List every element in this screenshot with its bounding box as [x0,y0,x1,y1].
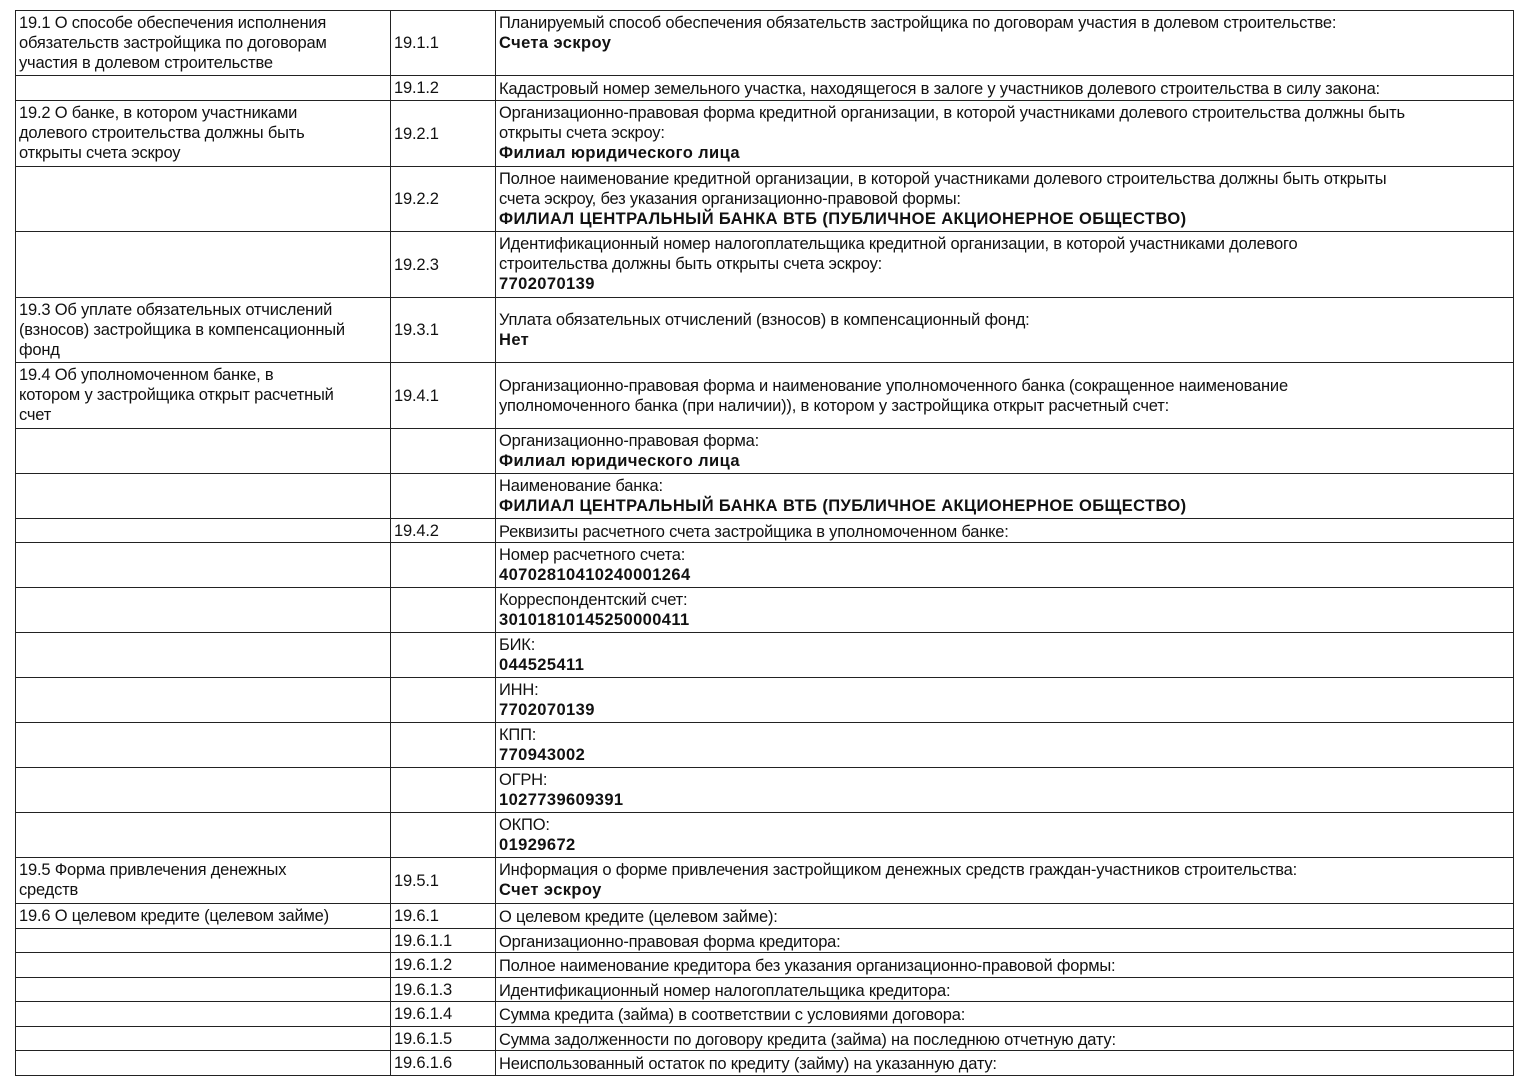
table-row [16,363,1514,429]
section-title-line: 19.2 О банке, в котором участниками [19,104,298,122]
section-cell [16,76,391,101]
section-title-line: (взносов) застройщика в компенсационный [19,321,345,339]
section-cell [16,1051,391,1076]
item-content [496,519,1514,543]
section-cell [16,1027,391,1051]
item-code: 19.6.1.6 [391,1051,496,1076]
section-cell [16,978,391,1002]
item-label: Корреспондентский счет: [499,591,688,609]
section-title-line: 19.6 О целевом кредите (целевом займе) [19,907,329,925]
section-cell [16,1002,391,1027]
table-row [16,298,1514,363]
section-cell [16,858,391,904]
section-title-line: средств [19,881,79,899]
item-code: 19.6.1.3 [391,978,496,1002]
item-label: Кадастровый номер земельного участка, находящегося в залоге у участников долевого строительства в силу закона: [499,80,1380,98]
table-row [16,768,1514,813]
item-label: О целевом кредите (целевом займе): [499,908,778,926]
table-row [16,1051,1514,1076]
item-content [496,723,1514,768]
item-code: 19.1.1 [391,11,496,76]
item-value: Счет эскроу [499,881,602,899]
section-title-line: долевого строительства должны быть [19,124,305,142]
item-label: уполномоченного банка (при наличии)), в котором у застройщика открыт расчетный счет: [499,396,1169,415]
item-content [496,978,1514,1002]
item-content [496,678,1514,723]
disclosure-table [15,10,1514,1076]
item-label: Идентификационный номер налогоплательщика кредитной организации, в которой участниками долевого [499,235,1298,253]
item-code [391,543,496,588]
item-label: Идентификационный номер налогоплательщика кредитора: [499,981,951,1000]
item-label: Организационно-правовая форма и наименование уполномоченного банка (сокращенное наименование [499,376,1288,395]
section-cell [16,929,391,953]
section-title-line: фонд [19,341,60,359]
table-row [16,519,1514,543]
item-code: 19.3.1 [391,298,496,363]
section-cell [16,723,391,768]
section-cell [16,167,391,232]
item-value: Филиал юридического лица [499,144,740,162]
item-value: Филиал юридического лица [499,452,740,470]
section-cell [16,588,391,633]
item-value: 1027739609391 [499,791,624,809]
section-title-line: счет [19,406,52,424]
section-title-line: котором у застройщика открыт расчетный [19,386,334,404]
item-label: Планируемый способ обеспечения обязательств застройщика по договорам участия в долевом строительстве: [499,14,1337,32]
item-code [391,723,496,768]
item-label: Информация о форме привлечения застройщиком денежных средств граждан-участников строительства: [499,861,1298,879]
item-code: 19.6.1.5 [391,1027,496,1051]
item-content [496,588,1514,633]
section-cell [16,543,391,588]
item-content [496,429,1514,474]
item-value: 044525411 [499,656,585,674]
item-label: Полное наименование кредитной организации, в которой участниками долевого строительства должны быть открыты [499,170,1387,188]
section-title-line: 19.1 О способе обеспечения исполнения [19,14,327,32]
item-label: Номер расчетного счета: [499,546,686,564]
section-cell [16,474,391,519]
table-row [16,723,1514,768]
item-label: Организационно-правовая форма: [499,432,760,450]
item-content [496,1027,1514,1051]
table-row [16,474,1514,519]
item-code [391,474,496,519]
item-code [391,768,496,813]
item-label: Сумма задолженности по договору кредита (займа) на последнюю отчетную дату: [499,1030,1116,1049]
item-code: 19.1.2 [391,76,496,101]
item-code [391,429,496,474]
item-content [496,11,1514,76]
section-title-line: 19.5 Форма привлечения денежных [19,861,287,879]
item-content [496,858,1514,904]
item-label: Реквизиты расчетного счета застройщика в уполномоченном банке: [499,522,1009,541]
table-row [16,978,1514,1002]
table-row [16,429,1514,474]
item-label: Наименование банка: [499,477,663,495]
item-label: Уплата обязательных отчислений (взносов) в компенсационный фонд: [499,311,1030,329]
table-row [16,904,1514,929]
item-label: ОКПО: [499,816,550,834]
table-row [16,929,1514,953]
item-content [496,904,1514,929]
section-cell [16,768,391,813]
item-value: 40702810410240001264 [499,566,691,584]
section-cell [16,633,391,678]
section-cell [16,298,391,363]
item-code: 19.2.1 [391,101,496,167]
table-row [16,633,1514,678]
section-cell [16,429,391,474]
item-value: ФИЛИАЛ ЦЕНТРАЛЬНЫЙ БАНКА ВТБ (ПУБЛИЧНОЕ АКЦИОНЕРНОЕ ОБЩЕСТВО) [499,497,1187,515]
item-value: 7702070139 [499,275,595,293]
table-row [16,858,1514,904]
item-label: Организационно-правовая форма кредитора: [499,932,841,951]
item-content [496,633,1514,678]
table-row [16,167,1514,232]
section-cell [16,101,391,167]
item-code [391,588,496,633]
section-title-line: обязательств застройщика по договорам [19,34,327,52]
item-code: 19.6.1.4 [391,1002,496,1027]
item-content [496,167,1514,232]
item-value: ФИЛИАЛ ЦЕНТРАЛЬНЫЙ БАНКА ВТБ (ПУБЛИЧНОЕ АКЦИОНЕРНОЕ ОБЩЕСТВО) [499,210,1187,228]
item-code: 19.6.1.1 [391,929,496,953]
item-value: 7702070139 [499,701,595,719]
item-content [496,768,1514,813]
table-row [16,101,1514,167]
section-cell [16,519,391,543]
table-row [16,76,1514,101]
section-title-line: участия в долевом строительстве [19,54,273,72]
item-content [496,363,1514,429]
item-label: КПП: [499,726,537,744]
item-content [496,474,1514,519]
item-label: Организационно-правовая форма кредитной организации, в которой участниками долевого строительства должны быть [499,104,1405,122]
item-value: 30101810145250000411 [499,611,690,629]
item-label: ОГРН: [499,771,548,789]
item-content [496,101,1514,167]
item-code [391,633,496,678]
item-content [496,543,1514,588]
section-cell [16,11,391,76]
table-row [16,543,1514,588]
item-value: 770943002 [499,746,586,764]
item-code: 19.4.2 [391,519,496,543]
item-content [496,1051,1514,1076]
table-row [16,1027,1514,1051]
item-code [391,813,496,858]
item-label: Неиспользованный остаток по кредиту (займу) на указанную дату: [499,1055,997,1073]
item-code: 19.6.1.2 [391,953,496,978]
item-code: 19.2.3 [391,232,496,298]
item-value: Нет [499,331,530,349]
table-row [16,678,1514,723]
table-row [16,953,1514,978]
table-row [16,813,1514,858]
item-content [496,929,1514,953]
item-content [496,1002,1514,1027]
section-cell [16,363,391,429]
table-row [16,1002,1514,1027]
item-label: Сумма кредита (займа) в соответствии с условиями договора: [499,1006,966,1024]
item-content [496,953,1514,978]
item-value: 01929672 [499,836,576,854]
item-label: БИК: [499,636,536,654]
item-label: Полное наименование кредитора без указания организационно-правовой формы: [499,957,1116,975]
section-cell [16,904,391,929]
table-row [16,11,1514,76]
section-cell [16,678,391,723]
item-value: Счета эскроу [499,34,612,52]
item-label: открыты счета эскроу: [499,124,665,142]
item-content [496,298,1514,363]
item-code [391,678,496,723]
item-code: 19.6.1 [391,904,496,929]
section-title-line: 19.4 Об уполномоченном банке, в [19,366,274,384]
item-label: счета эскроу, без указания организационно-правовой формы: [499,190,961,208]
section-cell [16,813,391,858]
item-code: 19.5.1 [391,858,496,904]
item-content [496,76,1514,101]
section-title-line: 19.3 Об уплате обязательных отчислений [19,301,333,319]
section-cell [16,953,391,978]
item-content [496,813,1514,858]
item-label: ИНН: [499,681,539,699]
item-content [496,232,1514,298]
section-cell [16,232,391,298]
table-row [16,588,1514,633]
item-label: строительства должны быть открыты счета эскроу: [499,255,882,273]
section-title-line: открыты счета эскроу [19,144,181,162]
item-code: 19.4.1 [391,363,496,429]
item-code: 19.2.2 [391,167,496,232]
table-row [16,232,1514,298]
